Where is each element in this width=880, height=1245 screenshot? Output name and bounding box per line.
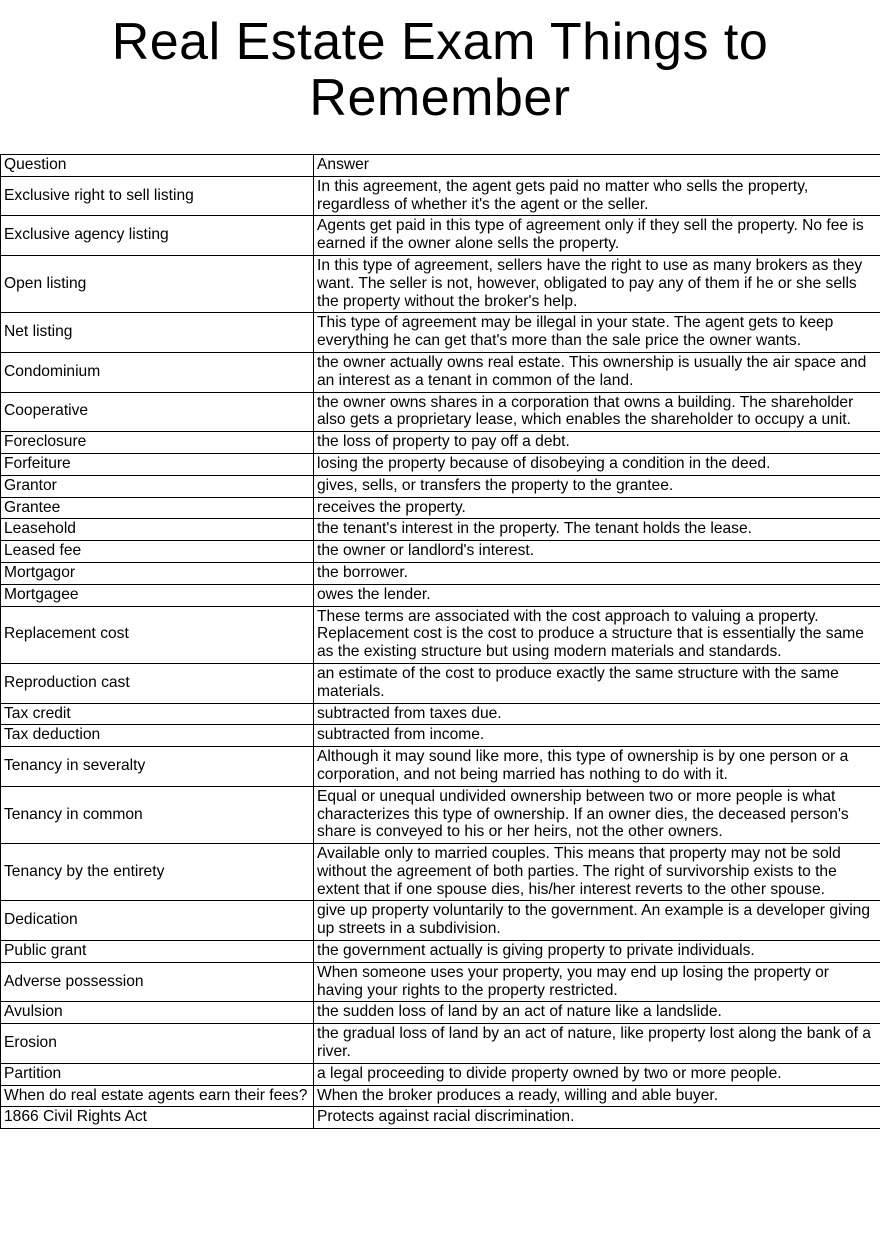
table-row — [1, 1002, 880, 1024]
question-cell: Exclusive agency listing — [1, 216, 314, 256]
answer-cell: a legal proceeding to divide property owned by two or more people. — [314, 1063, 880, 1085]
question-cell: When do real estate agents earn their fees? — [1, 1085, 314, 1107]
answer-cell: the loss of property to pay off a debt. — [314, 432, 880, 454]
question-cell: Partition — [1, 1063, 314, 1085]
table-row — [1, 562, 880, 584]
question-cell: Erosion — [1, 1024, 314, 1064]
answer-cell: In this type of agreement, sellers have the right to use as many brokers as they want. The seller is not, however, obligated to pay any of them if he or she sells the property without the broker's help. — [314, 255, 880, 312]
question-cell: Net listing — [1, 313, 314, 353]
question-cell: Grantee — [1, 497, 314, 519]
question-cell: Mortgagor — [1, 562, 314, 584]
question-cell: Tenancy by the entirety — [1, 844, 314, 901]
question-cell: Public grant — [1, 941, 314, 963]
table-row — [1, 901, 880, 941]
answer-cell: the tenant's interest in the property. The tenant holds the lease. — [314, 519, 880, 541]
answer-cell: Agents get paid in this type of agreement only if they sell the property. No fee is earned if the owner alone sells the property. — [314, 216, 880, 256]
answer-cell: When the broker produces a ready, willing and able buyer. — [314, 1085, 880, 1107]
header-question: Question — [1, 155, 314, 177]
table-row — [1, 176, 880, 216]
answer-cell: subtracted from taxes due. — [314, 703, 880, 725]
answer-cell: When someone uses your property, you may end up losing the property or having your rights to the property restricted. — [314, 962, 880, 1002]
answer-cell: the sudden loss of land by an act of nature like a landslide. — [314, 1002, 880, 1024]
table-row — [1, 1085, 880, 1107]
question-cell: Leasehold — [1, 519, 314, 541]
table-row — [1, 1024, 880, 1064]
answer-cell: the government actually is giving property to private individuals. — [314, 941, 880, 963]
qa-table — [0, 154, 880, 1129]
table-row — [1, 216, 880, 256]
question-cell: Open listing — [1, 255, 314, 312]
answer-cell: the owner actually owns real estate. This ownership is usually the air space and an interest as a tenant in common of the land. — [314, 352, 880, 392]
question-cell: Adverse possession — [1, 962, 314, 1002]
question-cell: Foreclosure — [1, 432, 314, 454]
question-cell: Leased fee — [1, 541, 314, 563]
table-row — [1, 1063, 880, 1085]
question-cell: Avulsion — [1, 1002, 314, 1024]
answer-cell: receives the property. — [314, 497, 880, 519]
answer-cell: the gradual loss of land by an act of nature, like property lost along the bank of a river. — [314, 1024, 880, 1064]
answer-cell: Available only to married couples. This means that property may not be sold without the agreement of both parties. The right of survivorship exists to the extent that if one spouse dies, his/her interest reverts to the other spouse. — [314, 844, 880, 901]
table-row — [1, 519, 880, 541]
answer-cell: losing the property because of disobeying a condition in the deed. — [314, 453, 880, 475]
question-cell: Forfeiture — [1, 453, 314, 475]
question-cell: Grantor — [1, 475, 314, 497]
table-row — [1, 453, 880, 475]
table-row — [1, 663, 880, 703]
answer-cell: owes the lender. — [314, 584, 880, 606]
answer-cell: the owner owns shares in a corporation that owns a building. The shareholder also gets a proprietary lease, which enables the shareholder to occupy a unit. — [314, 392, 880, 432]
question-cell: Replacement cost — [1, 606, 314, 663]
table-row — [1, 725, 880, 747]
answer-cell: subtracted from income. — [314, 725, 880, 747]
question-cell: Tenancy in severalty — [1, 747, 314, 787]
table-row — [1, 584, 880, 606]
question-cell: Condominium — [1, 352, 314, 392]
question-cell: Reproduction cast — [1, 663, 314, 703]
table-row — [1, 786, 880, 843]
table-row — [1, 941, 880, 963]
answer-cell: the owner or landlord's interest. — [314, 541, 880, 563]
table-row — [1, 352, 880, 392]
answer-cell: In this agreement, the agent gets paid no matter who sells the property, regardless of whether it's the agent or the seller. — [314, 176, 880, 216]
answer-cell: Protects against racial discrimination. — [314, 1107, 880, 1129]
question-cell: Exclusive right to sell listing — [1, 176, 314, 216]
answer-cell: gives, sells, or transfers the property to the grantee. — [314, 475, 880, 497]
table-row — [1, 432, 880, 454]
table-row — [1, 1107, 880, 1129]
table-row — [1, 255, 880, 312]
question-cell: Dedication — [1, 901, 314, 941]
table-header-row — [1, 155, 880, 177]
question-cell: Tenancy in common — [1, 786, 314, 843]
table-row — [1, 475, 880, 497]
table-row — [1, 606, 880, 663]
question-cell: Tax credit — [1, 703, 314, 725]
answer-cell: the borrower. — [314, 562, 880, 584]
answer-cell: Equal or unequal undivided ownership between two or more people is what characterizes this type of ownership. If an owner dies, the deceased person's share is conveyed to his or her heirs, not the other owners. — [314, 786, 880, 843]
qa-table-body — [1, 155, 880, 1129]
table-row — [1, 703, 880, 725]
table-row — [1, 962, 880, 1002]
question-cell: 1866 Civil Rights Act — [1, 1107, 314, 1129]
table-row — [1, 541, 880, 563]
table-row — [1, 844, 880, 901]
table-row — [1, 392, 880, 432]
table-row — [1, 497, 880, 519]
question-cell: Cooperative — [1, 392, 314, 432]
answer-cell: an estimate of the cost to produce exactly the same structure with the same materials. — [314, 663, 880, 703]
header-answer: Answer — [314, 155, 880, 177]
question-cell: Tax deduction — [1, 725, 314, 747]
question-cell: Mortgagee — [1, 584, 314, 606]
answer-cell: These terms are associated with the cost approach to valuing a property. Replacement cost is the cost to produce a structure that is essentially the same as the existing structure but using modern materials and standards. — [314, 606, 880, 663]
table-row — [1, 313, 880, 353]
answer-cell: Although it may sound like more, this type of ownership is by one person or a corporation, and not being married has nothing to do with it. — [314, 747, 880, 787]
page-title: Real Estate Exam Things to Remember — [111, 13, 769, 127]
answer-cell: give up property voluntarily to the government. An example is a developer giving up streets in a subdivision. — [314, 901, 880, 941]
table-row — [1, 747, 880, 787]
answer-cell: This type of agreement may be illegal in your state. The agent gets to keep everything he can get that's more than the sale price the owner wants. — [314, 313, 880, 353]
